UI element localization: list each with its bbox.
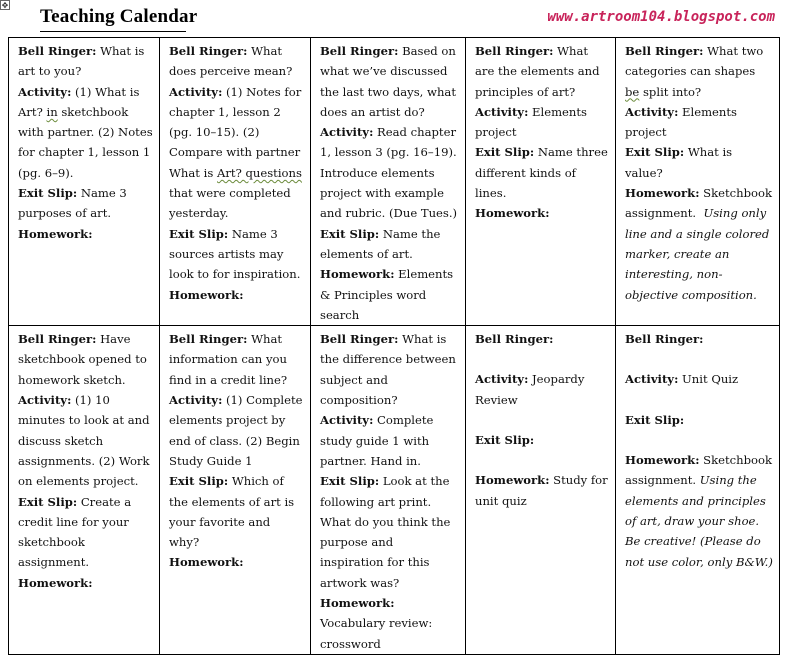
activity-text: Elements project: [475, 104, 587, 140]
homework-label: Homework:: [475, 206, 550, 221]
activity-text: Elements project: [625, 104, 737, 140]
activity-text: Read chapter 1, lesson 3 (pg. 16–19). Introduce elements project with example and rubric. (Due Tues.): [320, 125, 458, 221]
day-cell-w2-d2: [160, 326, 311, 655]
day-cell-w1-d1: [9, 38, 160, 326]
exit-slip-label: Exit Slip:: [169, 474, 229, 489]
exit-slip-label: Exit Slip:: [475, 433, 535, 448]
bell-ringer-text: Have sketchbook opened to homework sketch.: [18, 332, 147, 387]
page-title: Teaching Calendar: [40, 6, 198, 27]
activity-text: Unit Quiz: [682, 372, 739, 387]
activity-label: Activity:: [625, 372, 679, 387]
activity-label: Activity:: [18, 393, 72, 408]
exit-slip-text: Name 3 sources artists may look to for inspiration.: [169, 226, 301, 282]
bell-ringer-label: Bell Ringer:: [625, 44, 704, 58]
homework-label: Homework:: [18, 226, 93, 241]
activity-text: (1) Complete elements project by end of class. (2) Begin Study Guide 1: [169, 393, 303, 468]
activity-label: Activity:: [18, 84, 72, 99]
day-cell-w2-d5: [616, 326, 780, 655]
bell-ringer-label: Bell Ringer:: [320, 332, 399, 347]
day-cell-w1-d2: [160, 38, 311, 326]
homework-text: Elements & Principles word search: [320, 267, 454, 322]
homework-label: Homework:: [625, 453, 700, 468]
bell-ringer-text: Based on what we’ve discussed the last two days, what does an artist do?: [320, 44, 457, 119]
bell-ringer-label: Bell Ringer:: [18, 332, 97, 347]
bell-ringer-label: Bell Ringer:: [475, 332, 554, 347]
day-cell-w2-d3: [311, 326, 466, 655]
bell-ringer-text: What are the elements and principles of art?: [475, 44, 600, 99]
table-move-handle-icon[interactable]: ✥: [1, 1, 9, 10]
blank-line: [625, 349, 773, 369]
homework-text: Study for unit quiz: [475, 473, 608, 508]
exit-slip-text: Look at the following art print. What do you think the purpose and inspiration for this artwork was?: [320, 474, 451, 590]
exit-slip-label: Exit Slip:: [18, 494, 78, 509]
homework-label: Homework:: [475, 473, 550, 488]
day-cell-w2-d4: [466, 326, 616, 655]
bell-ringer-label: Bell Ringer:: [169, 44, 248, 58]
homework-label: Homework:: [320, 596, 395, 611]
activity-label: Activity:: [475, 372, 529, 387]
bell-ringer-label: Bell Ringer:: [625, 332, 704, 347]
bell-ringer-text: What is the difference between subject and composition?: [320, 332, 456, 408]
exit-slip-label: Exit Slip:: [18, 186, 78, 201]
activity-label: Activity:: [169, 84, 223, 99]
bell-ringer-text: What information can you find in a credit line?: [169, 332, 288, 387]
homework-label: Homework:: [320, 267, 395, 282]
activity-text: Complete study guide 1 with partner. Hand in.: [320, 413, 434, 468]
bell-ringer-label: Bell Ringer:: [475, 44, 554, 58]
exit-slip-label: Exit Slip:: [625, 412, 685, 427]
day-cell-w1-d3: [311, 38, 466, 326]
homework-text: Sketchbook assignment. Using only line and a single colored marker, create an interesting, non-objective composition.: [625, 186, 773, 302]
activity-label: Activity:: [320, 413, 374, 428]
activity-label: Activity:: [320, 125, 374, 140]
activity-text: (1) Notes for chapter 1, lesson 2 (pg. 10–15). (2) Compare with partner What is Art? questions that were completed yesterday.: [169, 84, 302, 221]
exit-slip-text: Create a credit line for your sketchbook assignment.: [18, 494, 132, 570]
blank-line: [475, 349, 609, 369]
bell-ringer-label: Bell Ringer:: [18, 44, 97, 58]
bell-ringer-text: What is art to you?: [18, 44, 145, 79]
exit-slip-label: Exit Slip:: [475, 145, 535, 160]
calendar-table: [8, 37, 780, 655]
bell-ringer-text: What two categories can shapes be split into?: [625, 44, 764, 99]
exit-slip-text: Name 3 purposes of art.: [18, 186, 127, 221]
homework-label: Homework:: [625, 186, 700, 201]
exit-slip-text: Name three different kinds of lines.: [475, 145, 608, 201]
week-row-1: [9, 38, 780, 326]
activity-text: Jeopardy Review: [475, 372, 585, 407]
exit-slip-label: Exit Slip:: [625, 145, 685, 160]
exit-slip-label: Exit Slip:: [169, 226, 229, 241]
activity-text: (1) 10 minutes to look at and discuss sketch assignments. (2) Work on elements project.: [18, 393, 150, 489]
activity-label: Activity:: [625, 104, 679, 119]
bell-ringer-label: Bell Ringer:: [320, 44, 399, 58]
bell-ringer-label: Bell Ringer:: [169, 332, 248, 347]
day-cell-w1-d5: [616, 38, 780, 326]
homework-label: Homework:: [18, 575, 93, 590]
blank-line: [625, 430, 773, 450]
blog-url: www.artroom104.blogspot.com: [547, 9, 775, 25]
homework-label: Homework:: [169, 555, 244, 570]
blank-line: [625, 390, 773, 410]
bell-ringer-text: What does perceive mean?: [169, 44, 293, 79]
title-underline: [40, 31, 186, 32]
blank-line: [475, 410, 609, 430]
exit-slip-label: Exit Slip:: [320, 226, 380, 241]
exit-slip-label: Exit Slip:: [320, 474, 380, 489]
blank-line: [475, 450, 609, 470]
activity-text: (1) What is Art? in sketchbook with partner. (2) Notes for chapter 1, lesson 1 (pg. 6–9).: [18, 84, 153, 180]
exit-slip-text: Name the elements of art.: [320, 226, 441, 261]
week-row-2: [9, 326, 780, 655]
activity-label: Activity:: [475, 104, 529, 119]
day-cell-w2-d1: [9, 326, 160, 655]
exit-slip-text: Which of the elements of art is your favorite and why?: [169, 474, 295, 550]
homework-text: Sketchbook assignment. Using the elements and principles of art, draw your shoe. Be creative! (Please do not use color, only B&W.): [625, 453, 773, 569]
homework-label: Homework:: [169, 287, 244, 302]
exit-slip-text: What is value?: [625, 145, 733, 180]
homework-text: Vocabulary review: crossword: [320, 616, 433, 651]
activity-label: Activity:: [169, 393, 223, 408]
day-cell-w1-d4: [466, 38, 616, 326]
